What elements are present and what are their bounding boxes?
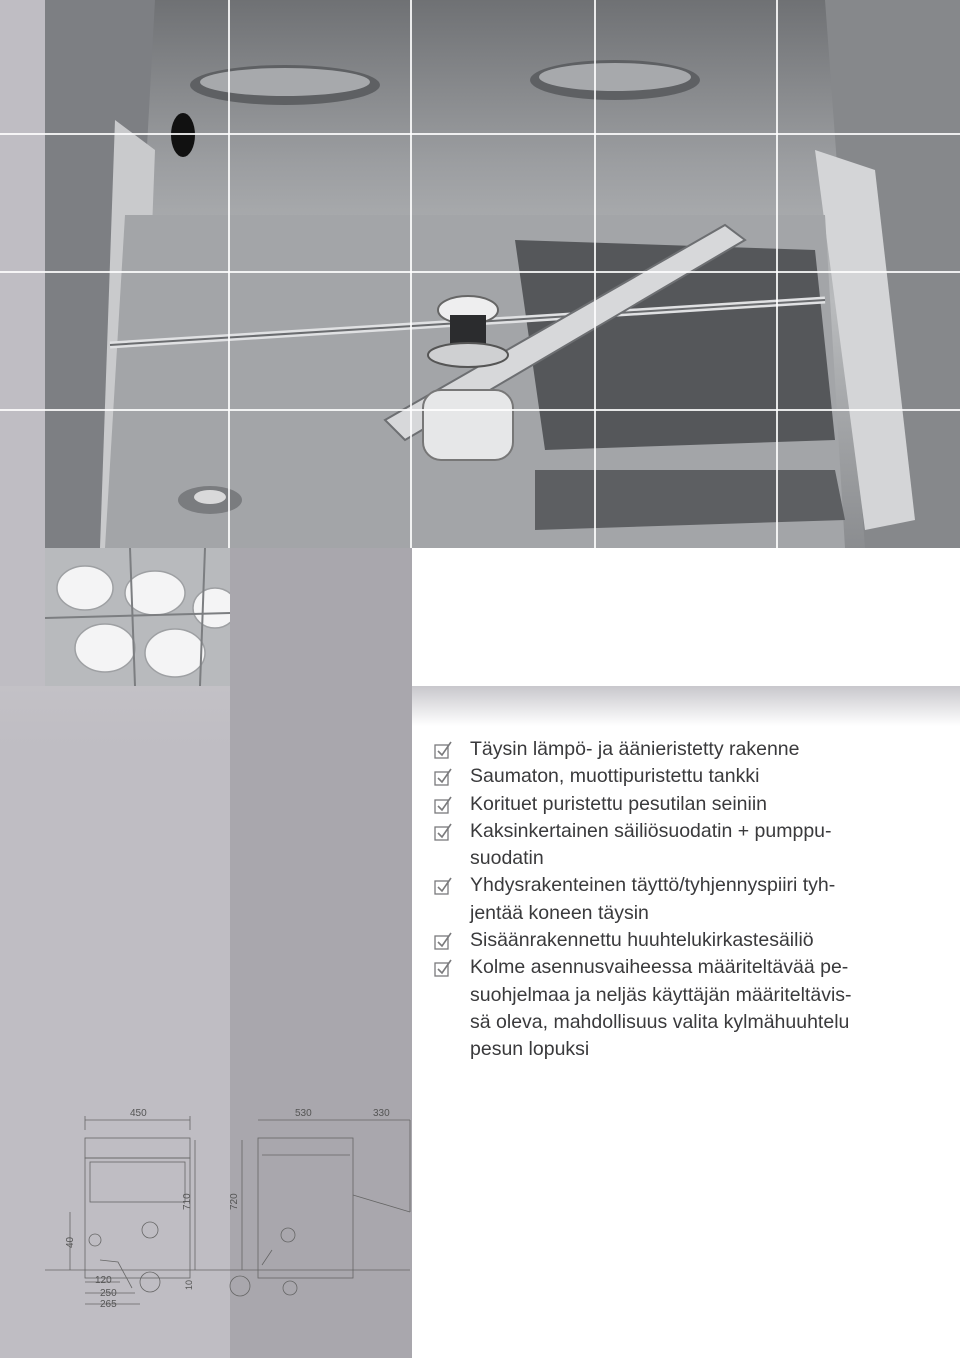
feature-item xyxy=(434,736,914,763)
checkbox-tick-icon xyxy=(434,741,452,759)
dishwasher-interior-photo xyxy=(45,0,960,548)
feature-item xyxy=(434,763,914,790)
feature-item xyxy=(434,791,914,818)
feature-item xyxy=(434,818,914,873)
feature-text: Saumaton, muottipuristettu tankki xyxy=(470,765,760,788)
feature-text: Täysin lämpö- ja äänieristetty rakenne xyxy=(470,738,800,760)
dim-height-side: 720 xyxy=(229,1193,240,1210)
cups-in-basket-photo xyxy=(45,548,230,686)
feature-item xyxy=(434,954,914,1063)
dim-conn-b: 250 xyxy=(100,1288,117,1299)
feature-list xyxy=(434,736,914,1064)
checkbox-tick-icon xyxy=(434,959,452,977)
background-fade-left xyxy=(0,686,230,746)
checkbox-tick-icon xyxy=(434,932,452,950)
dim-door-open: 330 xyxy=(373,1108,390,1119)
dim-conn-c: 265 xyxy=(100,1299,117,1310)
checkbox-tick-icon xyxy=(434,768,452,786)
technical-drawing xyxy=(40,1100,420,1320)
feature-text: Kolme asennusvaiheessa määriteltävää pe- suohjelmaa ja neljäs käyttäjän määriteltävis- sä oleva, mahdollisuus valita kylmähuuhtelu pesun lopuksi xyxy=(470,956,852,1061)
feature-text: Kaksinkertainen säiliösuodatin + pumppu- suodatin xyxy=(470,819,832,870)
dim-depth: 530 xyxy=(295,1108,312,1119)
checkbox-tick-icon xyxy=(434,877,452,895)
checkbox-tick-icon xyxy=(434,796,452,814)
background-fade-right xyxy=(412,686,960,726)
dim-height-front: 710 xyxy=(182,1193,193,1210)
dim-foot-height: 40 xyxy=(65,1236,76,1248)
feature-text: Sisäänrakennettu huuhtelukirkastesäiliö xyxy=(470,929,814,952)
dim-width-front: 450 xyxy=(130,1108,147,1119)
feature-item xyxy=(434,927,914,954)
feature-item xyxy=(434,872,914,927)
feature-text: Korituet puristettu pesutilan seiniin xyxy=(470,792,768,815)
feature-text: Yhdysrakenteinen täyttö/tyhjennyspiiri tyh- jentää koneen täysin xyxy=(470,874,836,924)
checkbox-tick-icon xyxy=(434,823,452,841)
dim-bottom-gap: 10 xyxy=(184,1279,194,1290)
dim-conn-a: 120 xyxy=(95,1275,112,1286)
